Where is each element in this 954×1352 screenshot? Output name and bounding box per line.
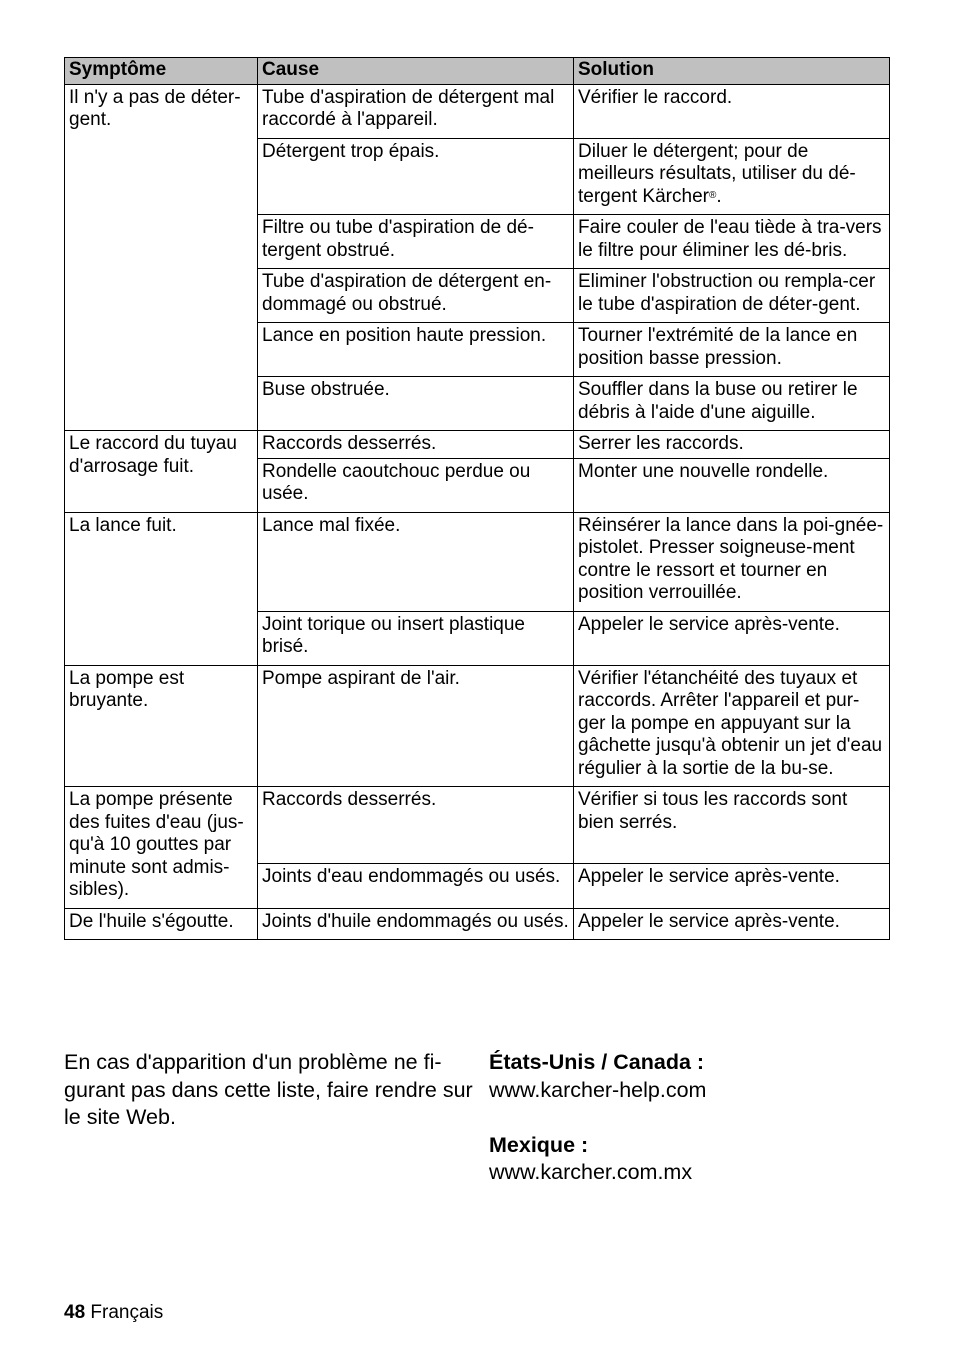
help-note: En cas d'apparition d'un problème ne fi-gurant pas dans cette liste, faire rendre sur le site Web. [64, 1050, 473, 1129]
cause-cell: Lance en position haute pression. [258, 323, 574, 377]
solution-cell: Appeler le service après-vente. [574, 611, 890, 665]
footer-language: Français [90, 1302, 164, 1323]
cause-cell: Buse obstruée. [258, 377, 574, 431]
table-row [65, 512, 890, 611]
table-row [65, 787, 890, 864]
cause-cell: Joints d'eau endommagés ou usés. [258, 863, 574, 908]
symptom-cell: La lance fuit. [65, 512, 258, 665]
solution-cell [574, 138, 890, 215]
table-body [65, 84, 890, 940]
solution-cell: Monter une nouvelle rondelle. [574, 458, 890, 512]
header-cause: Cause [258, 58, 574, 85]
header-symptom: Symptôme [65, 58, 258, 85]
registered-mark: ® [708, 189, 717, 201]
table-header-row [65, 58, 890, 85]
cause-cell: Tube d'aspiration de détergent mal raccordé à l'appareil. [258, 84, 574, 138]
symptom-cell: La pompe présente des fuites d'eau (jus-qu'à 10 gouttes par minute sont admis-sibles). [65, 787, 258, 909]
cause-cell: Pompe aspirant de l'air. [258, 665, 574, 787]
cause-cell: Détergent trop épais. [258, 138, 574, 215]
solution-cell: Appeler le service après-vente. [574, 908, 890, 940]
solution-cell: Vérifier l'étanchéité des tuyaux et raccords. Arrêter l'appareil et pur-ger la pompe en appuyant sur la gâchette jusqu'à obtenir un jet d'eau régulier à la sortie de la bu-se. [574, 665, 890, 787]
solution-text-end: . [716, 185, 722, 207]
contact-us-canada [489, 1049, 889, 1104]
contact-url[interactable]: www.karcher-help.com [489, 1077, 707, 1102]
symptom-cell: La pompe est bruyante. [65, 665, 258, 787]
symptom-cell: De l'huile s'égoutte. [65, 908, 258, 940]
contact-region: États-Unis / Canada : [489, 1050, 705, 1074]
solution-cell: Appeler le service après-vente. [574, 863, 890, 908]
solution-cell: Eliminer l'obstruction ou rempla-cer le tube d'aspiration de déter-gent. [574, 269, 890, 323]
cause-cell: Lance mal fixée. [258, 512, 574, 611]
cause-cell: Raccords desserrés. [258, 787, 574, 864]
symptom-cell: Le raccord du tuyau d'arrosage fuit. [65, 431, 258, 513]
contact-mexico [489, 1132, 889, 1187]
cause-cell: Joints d'huile endommagés ou usés. [258, 908, 574, 940]
solution-cell: Souffler dans la buse ou retirer le débris à l'aide d'une aiguille. [574, 377, 890, 431]
header-solution: Solution [574, 58, 890, 85]
page-footer [64, 1301, 163, 1325]
solution-cell: Vérifier le raccord. [574, 84, 890, 138]
table-row [65, 908, 890, 940]
cause-cell: Joint torique ou insert plastique brisé. [258, 611, 574, 665]
cause-cell: Rondelle caoutchouc perdue ou usée. [258, 458, 574, 512]
solution-text: Diluer le détergent; pour de meilleurs résultats, utiliser du dé-tergent Kärcher [578, 140, 856, 207]
solution-cell: Serrer les raccords. [574, 431, 890, 459]
cause-cell: Tube d'aspiration de détergent en-dommagé ou obstrué. [258, 269, 574, 323]
solution-cell: Faire couler de l'eau tiède à tra-vers le filtre pour éliminer les dé-bris. [574, 215, 890, 269]
symptom-cell: Il n'y a pas de déter-gent. [65, 84, 258, 431]
solution-cell: Vérifier si tous les raccords sont bien serrés. [574, 787, 890, 864]
table-row [65, 665, 890, 787]
solution-cell: Réinsérer la lance dans la poi-gnée-pistolet. Presser soigneuse-ment contre le ressort et tourner en position verrouillée. [574, 512, 890, 611]
cause-cell: Raccords desserrés. [258, 431, 574, 459]
solution-cell: Tourner l'extrémité de la lance en position basse pression. [574, 323, 890, 377]
contact-region: Mexique : [489, 1132, 589, 1157]
contacts [489, 1049, 889, 1214]
table-row [65, 84, 890, 138]
cause-cell: Filtre ou tube d'aspiration de dé-tergent obstrué. [258, 215, 574, 269]
contact-url[interactable]: www.karcher.com.mx [489, 1160, 693, 1184]
page-number: 48 [64, 1302, 86, 1323]
troubleshooting-table [64, 57, 890, 940]
table-row [65, 431, 890, 459]
